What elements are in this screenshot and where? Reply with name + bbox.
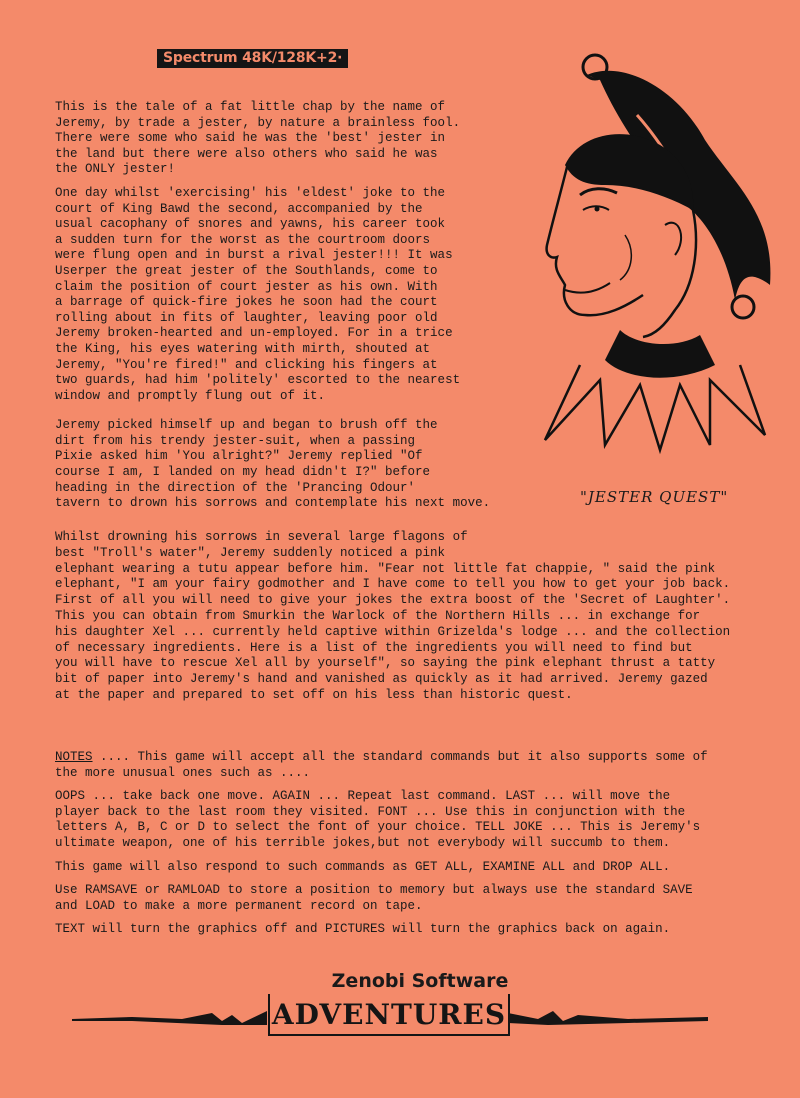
illustration-caption: "JESTER QUEST": [580, 488, 729, 506]
story-paragraph: Jeremy picked himself up and began to brush off the dirt from his trendy jester-suit, when a passing Pixie asked him 'You alright?" Jeremy replied "Of course I am, I landed on my head didn't I?" before heading in the direction of the 'Prancing Odour' tavern to drown his sorrows and contemplate his next move.: [55, 418, 491, 511]
story-paragraph: This is the tale of a fat little chap by the name of Jeremy, by trade a jester, by nature a brainless fool. There were some who said he was the 'best' jester in the land but there were also others who said he was the ONLY jester!: [55, 100, 461, 177]
platform-badge: Spectrum 48K/128K+2·: [157, 49, 348, 68]
story-column: [55, 100, 525, 521]
story-paragraph: Whilst drowning his sorrows in several large flagons of best "Troll's water", Jeremy suddenly noticed a pink elephant wearing a tutu appear before him. "Fear not little fat chappie, " said the pink elephant, "I am your fairy godmother and I have come to tell you how to get your job back. First of all you will need to give your jokes the extra boost of the 'Secret of Laughter'. This you can obtain from Smurkin the Warlock of the Northern Hills ... in exchange for his daughter Xel ... currently held captive within Grizelda's lodge ... and the collection of necessary ingredients. Here is a list of the ingredients you will need to find but you will have to rescue Xel all by yourself", so saying the pink elephant thrust a tatty bit of paper into Jeremy's hand and vanished as quickly as it had arrived. Jeremy gazed at the paper and prepared to set off on his less than historic quest.: [55, 530, 731, 702]
notes-intro-text: .... This game will accept all the standard commands but it also supports some of the more unusual ones such as ....: [55, 750, 708, 780]
notes-label: NOTES: [55, 750, 93, 764]
notes-all: This game will also respond to such commands as GET ALL, EXAMINE ALL and DROP ALL.: [55, 859, 671, 874]
adventures-logo: ADVENTURES: [268, 994, 510, 1036]
notes-text: TEXT will turn the graphics off and PICTURES will turn the graphics back on again.: [55, 922, 671, 937]
notes-commands: OOPS ... take back one move. AGAIN ... Repeat last command. LAST ... will move the player back to the last room they visited. FONT ... Use this in conjunction with the letters A, B, C or D to select the font of your choice. TELL JOKE ... This is Jeremy's ultimate weapon, one of his terrible jokes,but not everybody will succumb to them.: [55, 789, 701, 850]
story-continuation: [55, 530, 775, 704]
notes-intro: [55, 750, 785, 781]
notes-section: [55, 750, 785, 946]
left-swoosh-decoration: [72, 1005, 267, 1029]
story-paragraph: One day whilst 'exercising' his 'eldest' joke to the court of King Bawd the second, accompanied by the usual cacophany of snores and yawns, his career took a sudden turn for the worst as the courtroom doors were flung open and in burst a rival jester!!! It was Userper the great jester of the Southlands, come to claim the position of court jester as his own. With a barrage of quick-fire jokes he soon had the court rolling about in fits of laughter, leaving poor old Jeremy broken-hearted and un-employed. For in a trice the King, his eyes watering with mirth, shouted at Jeremy, "You're fired!" and clicking his fingers at two guards, had him 'politely' escorted to the nearest window and promptly flung out of it.: [55, 185, 461, 403]
jester-illustration: [525, 45, 790, 465]
right-swoosh-decoration: [508, 1005, 708, 1029]
notes-ram: Use RAMSAVE or RAMLOAD to store a position to memory but always use the standard SAVE and LOAD to make a more permanent record on tape.: [55, 883, 693, 913]
publisher-name: [0, 970, 800, 992]
publisher-name-text: Zenobi Software: [331, 970, 509, 992]
